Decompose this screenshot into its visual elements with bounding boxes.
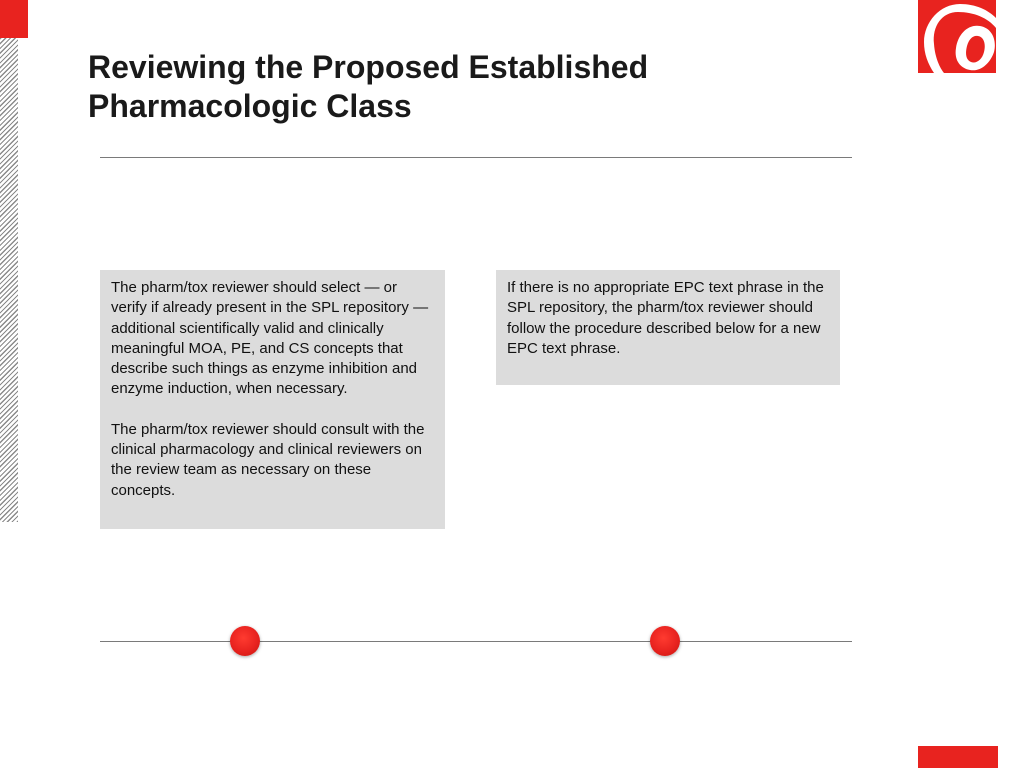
left-box-paragraph-1: The pharm/tox reviewer should select — or verify if already present in the SPL repository — additional scientifically valid and clinically meaningful MOA, PE, and CS concepts that describe such things as enzyme inhibition and enzyme induction, when necessary. [111,279,429,398]
corner-accent-bottom-right [918,746,998,768]
slide-title-line-1: Reviewing the Proposed Established [88,49,649,85]
red-circle-marker-icon [650,626,680,656]
hatched-side-stripe [0,38,18,522]
red-circle-marker-icon [230,626,260,656]
slide-title-line-2: Pharmacologic Class [88,88,412,124]
red-rounded-logo-icon [918,0,996,73]
right-box-paragraph-1: If there is no appropriate EPC text phrase in the SPL repository, the pharm/tox reviewer should follow the procedure described below for a new EPC text phrase. [507,279,824,357]
left-text-box [100,270,445,529]
top-divider-line [100,157,852,158]
slide-title [88,48,788,126]
bottom-divider-line [100,641,852,642]
left-box-paragraph-2: The pharm/tox reviewer should consult with the clinical pharmacology and clinical reviewers on the review team as necessary on these concepts. [111,420,425,499]
right-text-box [496,270,840,385]
corner-accent-top-left [0,0,28,38]
